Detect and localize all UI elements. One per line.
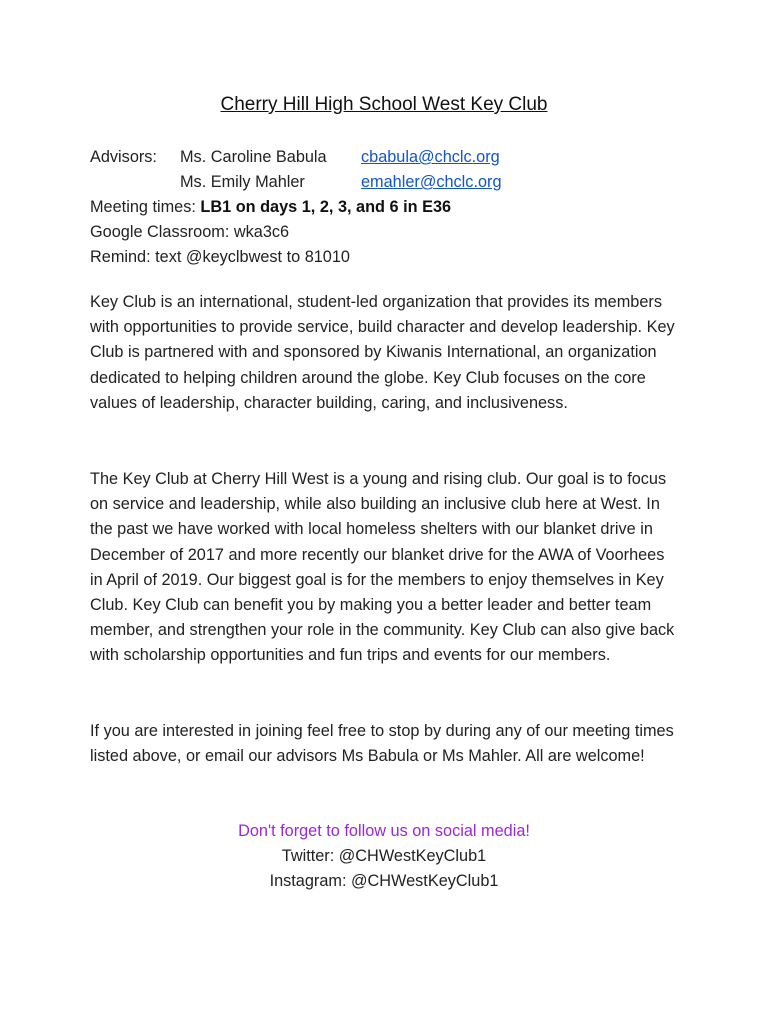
advisor-name: Ms. Emily Mahler [180, 173, 305, 191]
meeting-times [90, 195, 690, 220]
advisor-row-1 [90, 145, 690, 170]
advisor-name: Ms. Caroline Babula [180, 148, 327, 166]
advisors-label: Advisors: [90, 148, 157, 166]
google-classroom-code: Google Classroom: wka3c6 [90, 223, 290, 241]
twitter-handle: Twitter: @CHWestKeyClub1 [281, 847, 487, 866]
advisor-email-link[interactable]: emahler@chclc.org [361, 173, 502, 191]
advisor-email-link[interactable]: cbabula@chclc.org [361, 148, 500, 166]
social-media-prompt: Don't forget to follow us on social media! [238, 822, 530, 840]
social-media-section [0, 819, 768, 895]
instagram-handle: Instagram: @CHWestKeyClub1 [269, 872, 499, 891]
club-info [90, 145, 690, 270]
intro-paragraph: Key Club is an international, student-led organization that provides its members with opportunities to provide service, build character and develop leadership. Key Club is partnered with and sponsored by Kiwanis International, an organization dedicated to helping children around the globe. Key Club focuses on the core values of leadership, character building, caring, and inclusiveness. [90, 293, 675, 412]
page-title: Cherry Hill High School West Key Club [220, 94, 548, 115]
remind-info: Remind: text @keyclbwest to 81010 [90, 248, 350, 266]
meeting-times-label: Meeting times: [90, 198, 201, 216]
advisor-row-2 [90, 170, 690, 195]
meeting-times-value: LB1 on days 1, 2, 3, and 6 in E36 [200, 198, 452, 216]
join-paragraph: If you are interested in joining feel free to stop by during any of our meeting times listed above, or email our advisors Ms Babula or Ms Mahler. All are welcome! [90, 722, 674, 766]
club-goals-paragraph: The Key Club at Cherry Hill West is a young and rising club. Our goal is to focus on service and leadership, while also building an inclusive club here at West. In the past we have worked with local homeless shelters with our blanket drive in December of 2017 and more recently our blanket drive for the AWA of Voorhees in April of 2019. Our biggest goal is for the members to enjoy themselves in Key Club. Key Club can benefit you by making you a better leader and better team member, and strengthen your role in the community. Key Club can also give back with scholarship opportunities and fun trips and events for our members. [90, 470, 675, 665]
